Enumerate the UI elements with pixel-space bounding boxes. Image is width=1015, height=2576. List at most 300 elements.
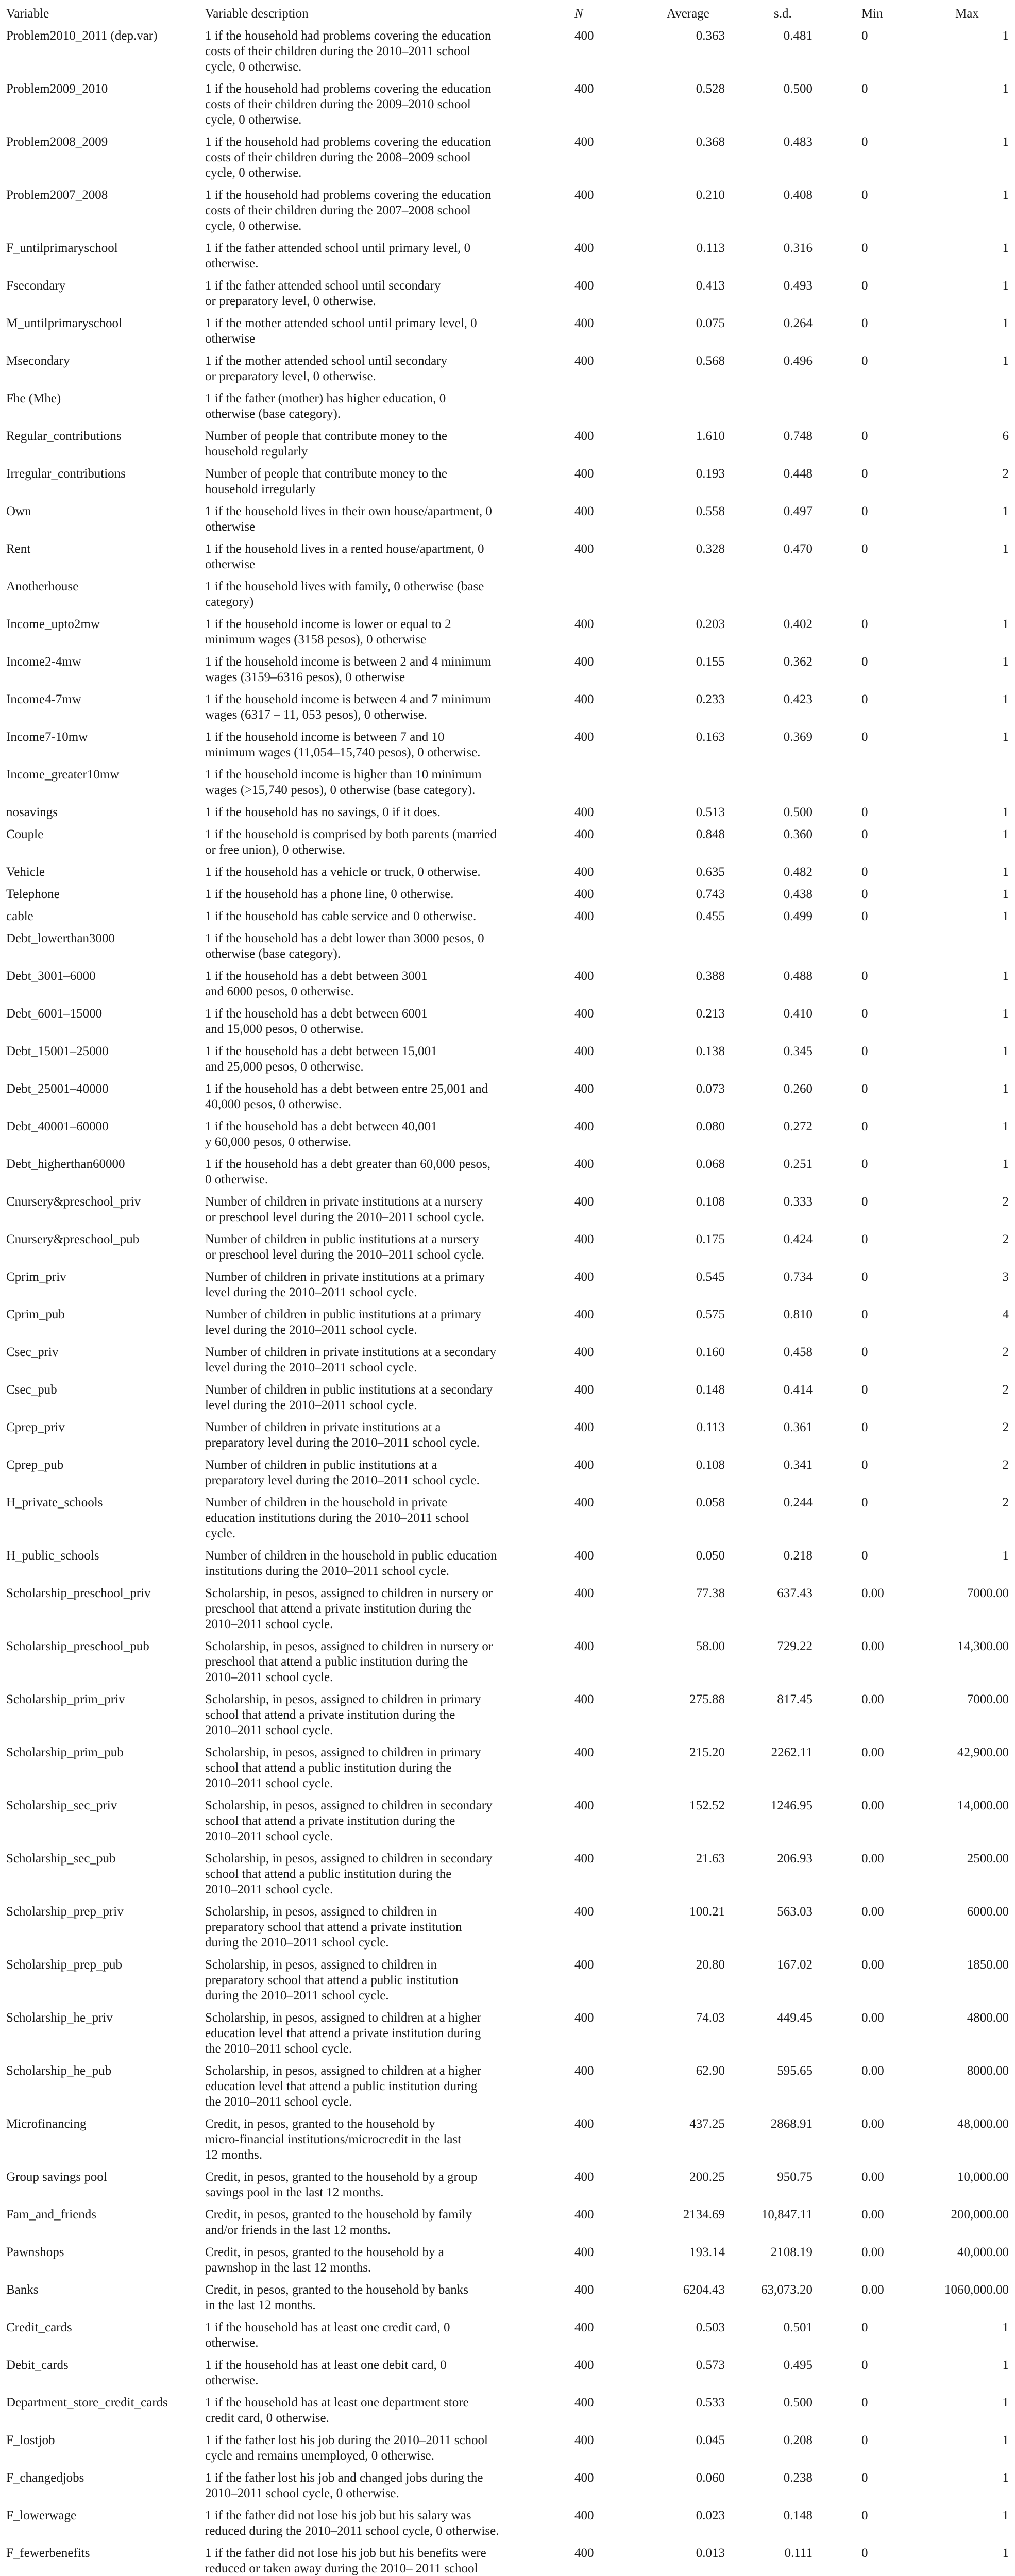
description-line: 12 months. [205, 2148, 263, 2162]
variable-name: Cnursery&preschool_pub [6, 1232, 140, 1246]
min-value: 0.00 [861, 1905, 884, 1919]
description-line: level during the 2010–2011 school cycle. [205, 1323, 417, 1337]
table-row [0, 727, 1011, 765]
variable-description [199, 539, 566, 577]
table-row [0, 1267, 1011, 1304]
variable-name: Income2-4mw [6, 655, 81, 669]
header-max: Max [955, 7, 979, 21]
variable-description [199, 614, 566, 652]
average-value: 0.013 [696, 2546, 725, 2560]
min-value: 0.00 [861, 1958, 884, 1972]
average-value: 100.21 [689, 1905, 725, 1919]
table-row [0, 276, 1011, 313]
description-line: level during the 2010–2011 school cycle. [205, 1361, 417, 1375]
sd-value [728, 577, 815, 614]
min-value: 0.00 [861, 1586, 884, 1600]
description-line: 1 if the household has a debt greater than 60,000 pesos, [205, 1157, 491, 1171]
sd-value: 0.218 [783, 1549, 813, 1563]
variable-name: Scholarship_sec_pub [6, 1852, 116, 1866]
description-line: reduced or taken away during the 2010– 2011 school [205, 2562, 478, 2575]
variable-description [199, 1192, 566, 1229]
description-line: otherwise [205, 520, 256, 534]
sd-value: 0.497 [783, 504, 813, 518]
max-value: 1 [1002, 316, 1009, 330]
average-value: 0.568 [696, 354, 725, 368]
description-line: 1 if the household has at least one debit card, 0 [205, 2358, 447, 2372]
description-line: otherwise. [205, 257, 259, 270]
n-value: 400 [574, 354, 594, 368]
description-line: cycle, 0 otherwise. [205, 219, 302, 233]
average-value: 0.743 [696, 887, 725, 901]
sd-value: 0.501 [783, 2320, 813, 2334]
description-line: school that attend a private institution during the [205, 1708, 455, 1722]
average-value [653, 928, 728, 966]
max-value: 8000.00 [967, 2064, 1009, 2078]
table-row [0, 2355, 1011, 2393]
variable-name: Income_upto2mw [6, 617, 100, 631]
sd-value: 0.316 [783, 241, 813, 255]
average-value: 20.80 [696, 1958, 725, 1972]
max-value: 1 [1002, 82, 1009, 96]
description-line: 1 if the household has cable service and 0 otherwise. [205, 909, 477, 923]
variable-name: F_lowerwage [6, 2509, 77, 2522]
sd-value [728, 388, 815, 426]
min-value: 0 [861, 1082, 868, 1096]
min-value: 0 [861, 2396, 868, 2410]
table-header [0, 2, 1011, 26]
min-value: 0 [861, 805, 868, 819]
min-value: 0 [861, 1007, 868, 1021]
description-line: Number of children in the household in private [205, 1496, 448, 1510]
max-value: 1 [1002, 2320, 1009, 2334]
min-value: 0 [861, 1120, 868, 1133]
description-line: education level that attend a public institution during [205, 2079, 478, 2093]
variable-name: H_private_schools [6, 1496, 103, 1510]
description-line: 1 if the household income is between 2 and 4 minimum [205, 655, 492, 669]
variable-description [199, 906, 566, 928]
description-line: 1 if the household has a debt lower than 3000 pesos, 0 [205, 931, 484, 945]
variable-description [199, 1342, 566, 1380]
description-line: 1 if the mother attended school until primary level, 0 [205, 316, 477, 330]
variable-description [199, 1546, 566, 1583]
variable-description [199, 1455, 566, 1493]
max-value: 14,000.00 [957, 1799, 1009, 1812]
variable-description [199, 884, 566, 906]
average-value: 152.52 [689, 1799, 725, 1812]
average-value: 0.113 [696, 1420, 725, 1434]
description-line: 1 if the household has a debt between 15,001 [205, 1044, 437, 1058]
variable-description [199, 652, 566, 689]
description-line: 1 if the household has a debt between entre 25,001 and [205, 1082, 488, 1096]
description-line: 1 if the household has at least one department store [205, 2396, 469, 2410]
n-value: 400 [574, 429, 594, 443]
header-min: Min [861, 7, 883, 21]
sd-value: 0.499 [783, 909, 813, 923]
sd-value: 449.45 [777, 2011, 813, 2025]
n-value: 400 [574, 887, 594, 901]
min-value: 0 [861, 1308, 868, 1321]
variable-name: Banks [6, 2283, 39, 2297]
variable-name: Msecondary [6, 354, 70, 368]
description-line: otherwise (base category). [205, 947, 341, 961]
description-line: y 60,000 pesos, 0 otherwise. [205, 1135, 351, 1149]
sd-value: 0.810 [783, 1308, 813, 1321]
max-value: 2500.00 [967, 1852, 1009, 1866]
max-value: 1 [1002, 692, 1009, 706]
description-line: the 2010–2011 school cycle. [205, 2042, 352, 2056]
variable-description [199, 1417, 566, 1455]
table-row [0, 802, 1011, 824]
sd-value: 2868.91 [770, 2117, 813, 2131]
n-value: 400 [574, 655, 594, 669]
description-line: cycle and remains unemployed, 0 otherwise. [205, 2449, 434, 2463]
description-line: and/or friends in the last 12 months. [205, 2223, 391, 2237]
sd-value: 167.02 [777, 1958, 813, 1972]
max-value: 2 [1002, 1496, 1009, 1510]
variable-name: Debt_15001–25000 [6, 1044, 109, 1058]
description-line: Scholarship, in pesos, assigned to children in [205, 1905, 437, 1919]
average-value: 0.388 [696, 969, 725, 983]
table-row [0, 1583, 1011, 1636]
variable-name: Cprim_priv [6, 1270, 66, 1284]
min-value: 0 [861, 82, 868, 96]
max-value: 1 [1002, 29, 1009, 43]
min-value: 0 [861, 2358, 868, 2372]
sd-value: 595.65 [777, 2064, 813, 2078]
max-value: 1 [1002, 2396, 1009, 2410]
description-line: 40,000 pesos, 0 otherwise. [205, 1097, 342, 1111]
max-value: 1 [1002, 2509, 1009, 2522]
variable-name: M_untilprimaryschool [6, 316, 122, 330]
description-line: Number of children in public institutions at a secondary [205, 1383, 493, 1397]
n-value: 400 [574, 188, 594, 202]
description-line: cycle. [205, 1527, 235, 1540]
max-value [917, 765, 1011, 802]
max-value: 7000.00 [967, 1692, 1009, 1706]
sd-value: 63,073.20 [761, 2283, 813, 2297]
max-value: 1 [1002, 504, 1009, 518]
variable-name: Income7-10mw [6, 730, 88, 744]
max-value: 14,300.00 [957, 1639, 1009, 1653]
min-value: 0 [861, 655, 868, 669]
max-value: 2 [1002, 1420, 1009, 1434]
average-value: 0.050 [696, 1549, 725, 1563]
table-row [0, 313, 1011, 351]
table-row [0, 1304, 1011, 1342]
description-line: 2010–2011 school cycle. [205, 1776, 333, 1790]
description-line: or preschool level during the 2010–2011 school cycle. [205, 1210, 484, 1224]
max-value: 1060,000.00 [944, 2283, 1009, 2297]
sd-value: 0.458 [783, 1345, 813, 1359]
average-value: 0.068 [696, 1157, 725, 1171]
n-value: 400 [574, 1157, 594, 1171]
min-value: 0.00 [861, 2170, 884, 2184]
variable-description [199, 765, 566, 802]
variable-description [199, 464, 566, 501]
average-value: 215.20 [689, 1745, 725, 1759]
table-row [0, 132, 1011, 185]
table-row [0, 862, 1011, 884]
variable-name: Pawnshops [6, 2245, 64, 2259]
variable-name: Problem2009_2010 [6, 82, 108, 96]
variable-description [199, 727, 566, 765]
min-value: 0 [861, 887, 868, 901]
table-row [0, 1849, 1011, 1902]
n-value: 400 [574, 2283, 594, 2297]
min-value: 0.00 [861, 2117, 884, 2131]
average-value: 6204.43 [683, 2283, 725, 2297]
variable-name: Microfinancing [6, 2117, 87, 2131]
sd-value: 950.75 [777, 2170, 813, 2184]
max-value: 1 [1002, 1082, 1009, 1096]
variable-description [199, 802, 566, 824]
max-value: 200,000.00 [951, 2208, 1009, 2222]
variable-description [199, 2008, 566, 2061]
variable-description [199, 1079, 566, 1116]
description-line: Scholarship, in pesos, assigned to children in nursery or [205, 1586, 493, 1600]
min-value: 0.00 [861, 2064, 884, 2078]
description-line: 0 otherwise. [205, 1173, 268, 1187]
variable-name: Debit_cards [6, 2358, 69, 2372]
table-row [0, 2505, 1011, 2543]
description-line: micro-financial institutions/microcredit in the last [205, 2132, 462, 2146]
sd-value: 0.438 [783, 887, 813, 901]
description-line: Scholarship, in pesos, assigned to children at a higher [205, 2064, 481, 2078]
description-line: Scholarship, in pesos, assigned to children in primary [205, 1745, 481, 1759]
variable-name: Cprep_priv [6, 1420, 65, 1434]
variable-description [199, 966, 566, 1004]
min-value: 0 [861, 2433, 868, 2447]
table-row [0, 464, 1011, 501]
max-value: 1 [1002, 188, 1009, 202]
description-line: or preschool level during the 2010–2011 school cycle. [205, 1248, 484, 1262]
min-value: 0 [861, 865, 868, 879]
sd-value: 0.360 [783, 827, 813, 841]
average-value: 0.213 [696, 1007, 725, 1021]
description-line: school that attend a private institution during the [205, 1814, 455, 1828]
description-line: level during the 2010–2011 school cycle. [205, 1285, 417, 1299]
average-value: 0.233 [696, 692, 725, 706]
description-line: Credit, in pesos, granted to the household by banks [205, 2283, 469, 2297]
average-value: 21.63 [696, 1852, 725, 1866]
max-value: 1 [1002, 2358, 1009, 2372]
variable-description [199, 2167, 566, 2205]
variable-name: Cprep_pub [6, 1458, 64, 1472]
variable-description [199, 1902, 566, 1955]
n-value: 400 [574, 2117, 594, 2131]
n-value: 400 [574, 2064, 594, 2078]
variable-description [199, 1380, 566, 1417]
description-line: wages (6317 – 11, 053 pesos), 0 otherwise. [205, 708, 427, 722]
description-line: otherwise (base category). [205, 407, 341, 421]
min-value [815, 928, 917, 966]
average-value: 0.533 [696, 2396, 725, 2410]
sd-value: 0.362 [783, 655, 813, 669]
variable-name: Anotherhouse [6, 580, 79, 594]
table-row [0, 388, 1011, 426]
sd-value: 0.111 [784, 2546, 813, 2560]
description-line: 1 if the father (mother) has higher education, 0 [205, 392, 446, 405]
description-line: 1 if the household had problems covering the education [205, 188, 492, 202]
average-value: 0.848 [696, 827, 725, 841]
min-value: 0 [861, 827, 868, 841]
description-line: Credit, in pesos, granted to the household by a [205, 2245, 444, 2259]
n-value: 400 [574, 1852, 594, 1866]
average-value: 0.160 [696, 1345, 725, 1359]
description-line: 1 if the household lives in a rented house/apartment, 0 [205, 542, 484, 556]
variable-name: Scholarship_prep_pub [6, 1958, 122, 1972]
average-value: 0.058 [696, 1496, 725, 1510]
sd-value: 0.470 [783, 542, 813, 556]
max-value: 1 [1002, 805, 1009, 819]
variable-name: Scholarship_prim_priv [6, 1692, 125, 1706]
sd-value: 0.408 [783, 188, 813, 202]
min-value [815, 388, 917, 426]
variables-table [0, 2, 1011, 2576]
min-value: 0 [861, 1383, 868, 1397]
table-row [0, 26, 1011, 79]
variable-description [199, 1742, 566, 1795]
description-line: 1 if the household income is lower or equal to 2 [205, 617, 451, 631]
variable-description [199, 2061, 566, 2114]
table-row [0, 1041, 1011, 1079]
description-line: 1 if the household has no savings, 0 if it does. [205, 805, 441, 819]
description-line: Scholarship, in pesos, assigned to children in nursery or [205, 1639, 493, 1653]
variable-description [199, 1229, 566, 1267]
average-value: 0.193 [696, 467, 725, 481]
sd-value: 0.481 [783, 29, 813, 43]
variable-description [199, 2280, 566, 2317]
n-value: 400 [574, 2358, 594, 2372]
variable-description [199, 1689, 566, 1742]
table-row [0, 577, 1011, 614]
table-row [0, 2468, 1011, 2505]
average-value: 0.635 [696, 865, 725, 879]
sd-value: 0.361 [783, 1420, 813, 1434]
description-line: Scholarship, in pesos, assigned to children in primary [205, 1692, 481, 1706]
n-value: 400 [574, 969, 594, 983]
average-value: 0.363 [696, 29, 725, 43]
variable-description [199, 2242, 566, 2280]
min-value: 0 [861, 1420, 868, 1434]
variable-description [199, 1493, 566, 1546]
description-line: during the 2010–2011 school cycle. [205, 1936, 389, 1950]
average-value: 74.03 [696, 2011, 725, 2025]
n-value: 400 [574, 1420, 594, 1434]
variable-name: H_public_schools [6, 1549, 99, 1563]
min-value: 0 [861, 1232, 868, 1246]
header-sd: s.d. [774, 7, 792, 21]
average-value: 437.25 [689, 2117, 725, 2131]
table-row [0, 1417, 1011, 1455]
average-value: 0.368 [696, 135, 725, 149]
description-line: 1 if the household is comprised by both parents (married [205, 827, 497, 841]
max-value: 1 [1002, 1120, 1009, 1133]
table-row [0, 824, 1011, 862]
average-value: 0.413 [696, 279, 725, 293]
description-line: otherwise [205, 332, 256, 346]
description-line: 1 if the household has a phone line, 0 otherwise. [205, 887, 454, 901]
sd-value: 0.260 [783, 1082, 813, 1096]
variable-name: Scholarship_he_priv [6, 2011, 113, 2025]
max-value: 6 [1002, 429, 1009, 443]
max-value: 1 [1002, 730, 1009, 744]
min-value: 0 [861, 730, 868, 744]
min-value: 0 [861, 909, 868, 923]
average-value: 0.148 [696, 1383, 725, 1397]
n-value: 400 [574, 542, 594, 556]
n-value [566, 765, 653, 802]
n-value [566, 577, 653, 614]
description-line: wages (3159–6316 pesos), 0 otherwise [205, 670, 405, 684]
n-value: 400 [574, 2208, 594, 2222]
average-value: 77.38 [696, 1586, 725, 1600]
table-row [0, 1154, 1011, 1192]
description-line: costs of their children during the 2008–2009 school [205, 150, 471, 164]
variable-description [199, 2355, 566, 2393]
max-value: 40,000.00 [957, 2245, 1009, 2259]
variable-name: Debt_lowerthan3000 [6, 931, 115, 945]
description-line: in the last 12 months. [205, 2298, 316, 2312]
table-row [0, 238, 1011, 276]
max-value: 1 [1002, 279, 1009, 293]
n-value: 400 [574, 1958, 594, 1972]
max-value: 1 [1002, 2433, 1009, 2447]
variable-name: Debt_6001–15000 [6, 1007, 103, 1021]
table-row [0, 689, 1011, 727]
variable-description [199, 276, 566, 313]
table-row [0, 2430, 1011, 2468]
description-line: 2010–2011 school cycle. [205, 1670, 333, 1684]
max-value: 1 [1002, 2471, 1009, 2485]
description-line: during the 2010–2011 school cycle. [205, 1989, 389, 2003]
sd-value: 1246.95 [770, 1799, 813, 1812]
variable-description [199, 1955, 566, 2008]
average-value: 58.00 [696, 1639, 725, 1653]
average-value: 0.203 [696, 617, 725, 631]
variable-name: Fhe (Mhe) [6, 392, 61, 405]
table-row [0, 1742, 1011, 1795]
average-value: 0.558 [696, 504, 725, 518]
variable-name: Department_store_credit_cards [6, 2396, 168, 2410]
table-row [0, 906, 1011, 928]
table-row [0, 1380, 1011, 1417]
description-line: preparatory level during the 2010–2011 school cycle. [205, 1436, 480, 1450]
description-line: 1 if the household has a debt between 3001 [205, 969, 428, 983]
variable-name: Scholarship_preschool_priv [6, 1586, 151, 1600]
min-value: 0 [861, 1270, 868, 1284]
n-value: 400 [574, 241, 594, 255]
max-value: 1 [1002, 865, 1009, 879]
sd-value: 0.423 [783, 692, 813, 706]
description-line: 1 if the father lost his job and changed jobs during the [205, 2471, 483, 2485]
variable-name: Debt_higherthan60000 [6, 1157, 125, 1171]
n-value: 400 [574, 805, 594, 819]
max-value: 1 [1002, 354, 1009, 368]
average-value [653, 577, 728, 614]
table-row [0, 1902, 1011, 1955]
min-value: 0.00 [861, 2245, 884, 2259]
variable-description [199, 824, 566, 862]
variable-name: Group savings pool [6, 2170, 107, 2184]
header-average: Average [667, 7, 709, 21]
description-line: minimum wages (3158 pesos), 0 otherwise [205, 633, 427, 647]
average-value: 0.573 [696, 2358, 725, 2372]
variable-description [199, 132, 566, 185]
description-line: 1 if the father lost his job during the 2010–2011 school [205, 2433, 488, 2447]
variable-description [199, 2393, 566, 2430]
variable-name: Cnursery&preschool_priv [6, 1195, 141, 1209]
